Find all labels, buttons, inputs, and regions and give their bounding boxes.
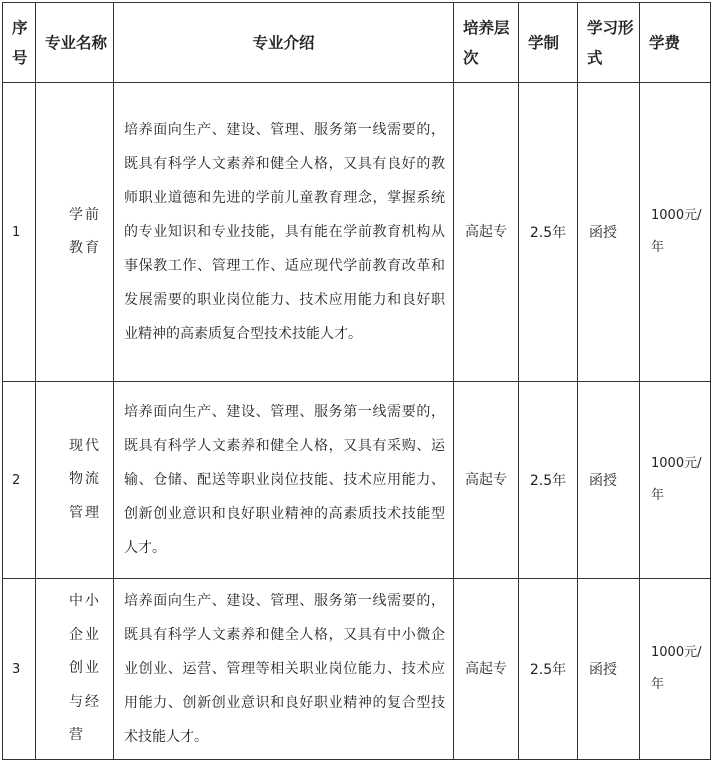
majors-table <box>2 2 711 760</box>
row-level: 高起专 <box>454 579 519 760</box>
row-study-mode: 函授 <box>578 579 640 760</box>
header-description: 专业介绍 <box>114 3 454 83</box>
row-study-mode: 函授 <box>578 382 640 579</box>
row-description: 培养面向生产、建设、管理、服务第一线需要的，既具有科学人文素养和健全人格，又具有良好的教师职业道德和先进的学前儿童教育理念，掌握系统的专业知识和专业技能，具有能在学前教育机构从事保教工作、管理工作、适应现代学前教育改革和发展需要的职业岗位能力、技术应用能力和良好职业精神的高素质复合型技术技能人才。 <box>114 83 454 382</box>
header-major-name: 专业名称 <box>36 3 114 83</box>
row-fee: 1000元/年 <box>640 382 711 579</box>
row-duration: 2.5年 <box>519 579 578 760</box>
row-index: 1 <box>3 83 36 382</box>
header-duration: 学制 <box>519 3 578 83</box>
row-duration: 2.5年 <box>519 83 578 382</box>
row-study-mode: 函授 <box>578 83 640 382</box>
row-major-name: 现代物流管理 <box>36 382 114 579</box>
row-level: 高起专 <box>454 382 519 579</box>
row-index: 2 <box>3 382 36 579</box>
row-major-name: 学前教育 <box>36 83 114 382</box>
row-description: 培养面向生产、建设、管理、服务第一线需要的，既具有科学人文素养和健全人格，又具有采购、运输、仓储、配送等职业岗位技能、技术应用能力、创新创业意识和良好职业精神的高素质技术技能型人才。 <box>114 382 454 579</box>
header-level: 培养层次 <box>454 3 519 83</box>
row-level: 高起专 <box>454 83 519 382</box>
row-description: 培养面向生产、建设、管理、服务第一线需要的，既具有科学人文素养和健全人格，又具有中小微企业创业、运营、管理等相关职业岗位能力、技术应用能力、创新创业意识和良好职业精神的复合型技术技能人才。 <box>114 579 454 760</box>
header-study-mode: 学习形式 <box>578 3 640 83</box>
table-row <box>3 382 711 579</box>
row-index: 3 <box>3 579 36 760</box>
row-duration: 2.5年 <box>519 382 578 579</box>
row-fee: 1000元/年 <box>640 83 711 382</box>
header-fee: 学费 <box>640 3 711 83</box>
table-row <box>3 83 711 382</box>
row-fee: 1000元/年 <box>640 579 711 760</box>
header-row <box>3 3 711 83</box>
table-row <box>3 579 711 760</box>
header-index: 序号 <box>3 3 36 83</box>
row-major-name: 中小企业创业与经营 <box>36 579 114 760</box>
